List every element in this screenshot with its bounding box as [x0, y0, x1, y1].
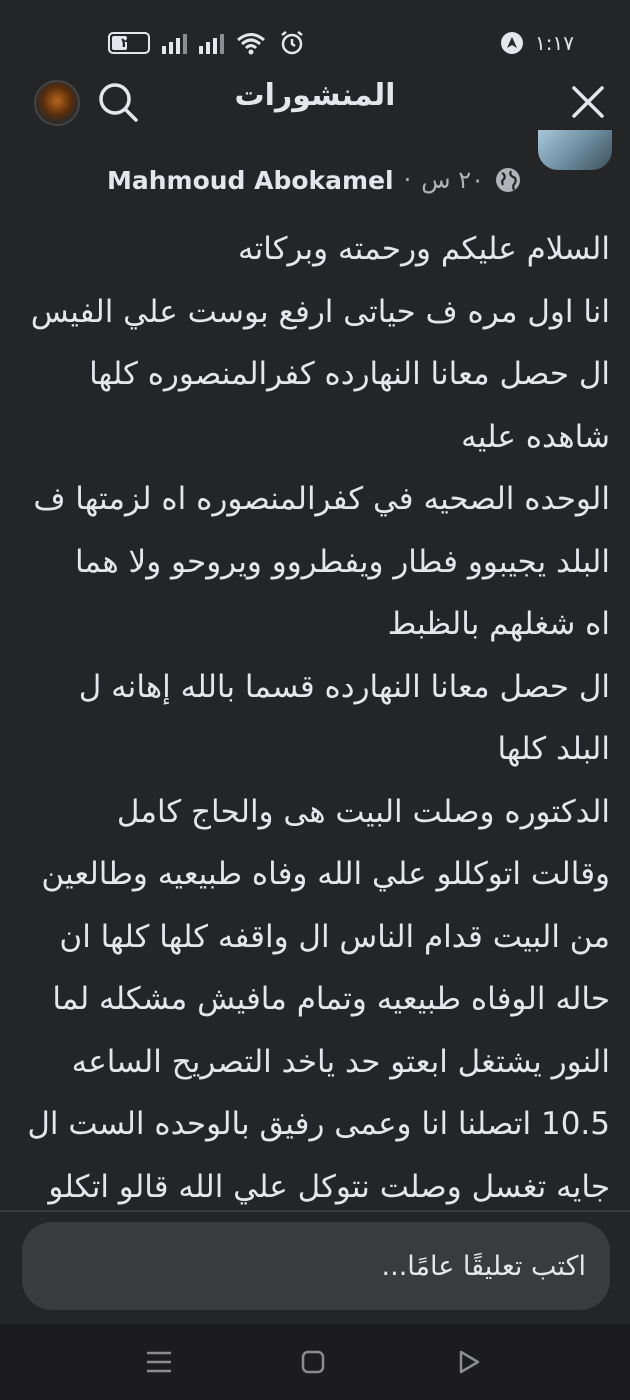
status-left-group	[108, 28, 306, 58]
post-line: 10.5 اتصلنا انا وعمى رفيق بالوحده الست ال	[27, 1106, 610, 1142]
battery-indicator	[108, 32, 150, 54]
post-line: ال حصل معانا النهارده قسما بالله إهانه ل	[78, 668, 610, 705]
wifi-icon	[236, 31, 266, 55]
home-icon[interactable]	[298, 1348, 328, 1376]
signal-icon-1	[162, 32, 187, 54]
status-right-group	[501, 28, 574, 58]
close-icon[interactable]	[570, 84, 606, 120]
post-line: حاله الوفاه طبيعيه وتمام مافيش مشكله لما	[52, 981, 610, 1017]
meta-separator: ·	[403, 166, 412, 194]
clock: ١:١٧	[535, 31, 574, 55]
post-line: ال حصل معانا النهارده كفرالمنصوره كلها	[89, 356, 610, 392]
globe-icon	[494, 166, 522, 194]
post-time[interactable]: ٢٠ س	[421, 166, 484, 194]
navigation-icon	[501, 32, 523, 54]
author-meta	[107, 162, 522, 198]
page-title: المنشورات	[234, 78, 396, 113]
back-icon[interactable]	[454, 1348, 484, 1376]
post-line: الوحده الصحيه في كفرالمنصوره اه لزمتها ف	[33, 481, 610, 517]
composer-divider	[0, 1210, 630, 1212]
battery-level: ٢٤	[121, 35, 137, 51]
recents-menu-icon[interactable]	[144, 1348, 174, 1376]
post-line: انا اول مره ف حياتى ارفع بوست علي الفيس	[30, 293, 610, 330]
post-line: وقالت اتوكللو علي الله وفاه طبيعيه وطالعين	[41, 856, 610, 892]
post-line: اه شغلهم بالظبط	[387, 606, 610, 642]
post-line: البلد يجيبوو فطار ويفطروو ويروحو ولا هما	[74, 543, 610, 580]
post-line: السلام عليكم ورحمته وبركاته	[238, 231, 610, 267]
post-line: شاهده عليه	[461, 418, 610, 455]
battery-icon	[108, 32, 150, 54]
author-avatar[interactable]	[538, 130, 612, 170]
comment-composer[interactable]	[22, 1222, 610, 1310]
header	[0, 70, 630, 134]
post-line: من البيت قدام الناس ال واقفه كلها كلها ان	[59, 918, 610, 955]
post-line: النور يشتغل ابعتو حد ياخد التصريح الساعه	[71, 1043, 610, 1080]
comment-input[interactable]	[46, 1251, 586, 1282]
post-line: الدكتوره وصلت البيت هى والحاج كامل	[116, 793, 610, 830]
post-author-row	[0, 130, 630, 210]
signal-icon-2	[199, 32, 224, 54]
post-line: البلد كلها	[497, 731, 610, 767]
post-body	[18, 218, 610, 1210]
system-nav-bar	[0, 1324, 630, 1400]
author-name[interactable]: Mahmoud Abokamel	[106, 165, 394, 195]
post-line: جايه تغسل وصلت نتوكل علي الله قالو اتكلو	[48, 1168, 610, 1205]
alarm-icon	[278, 29, 306, 57]
